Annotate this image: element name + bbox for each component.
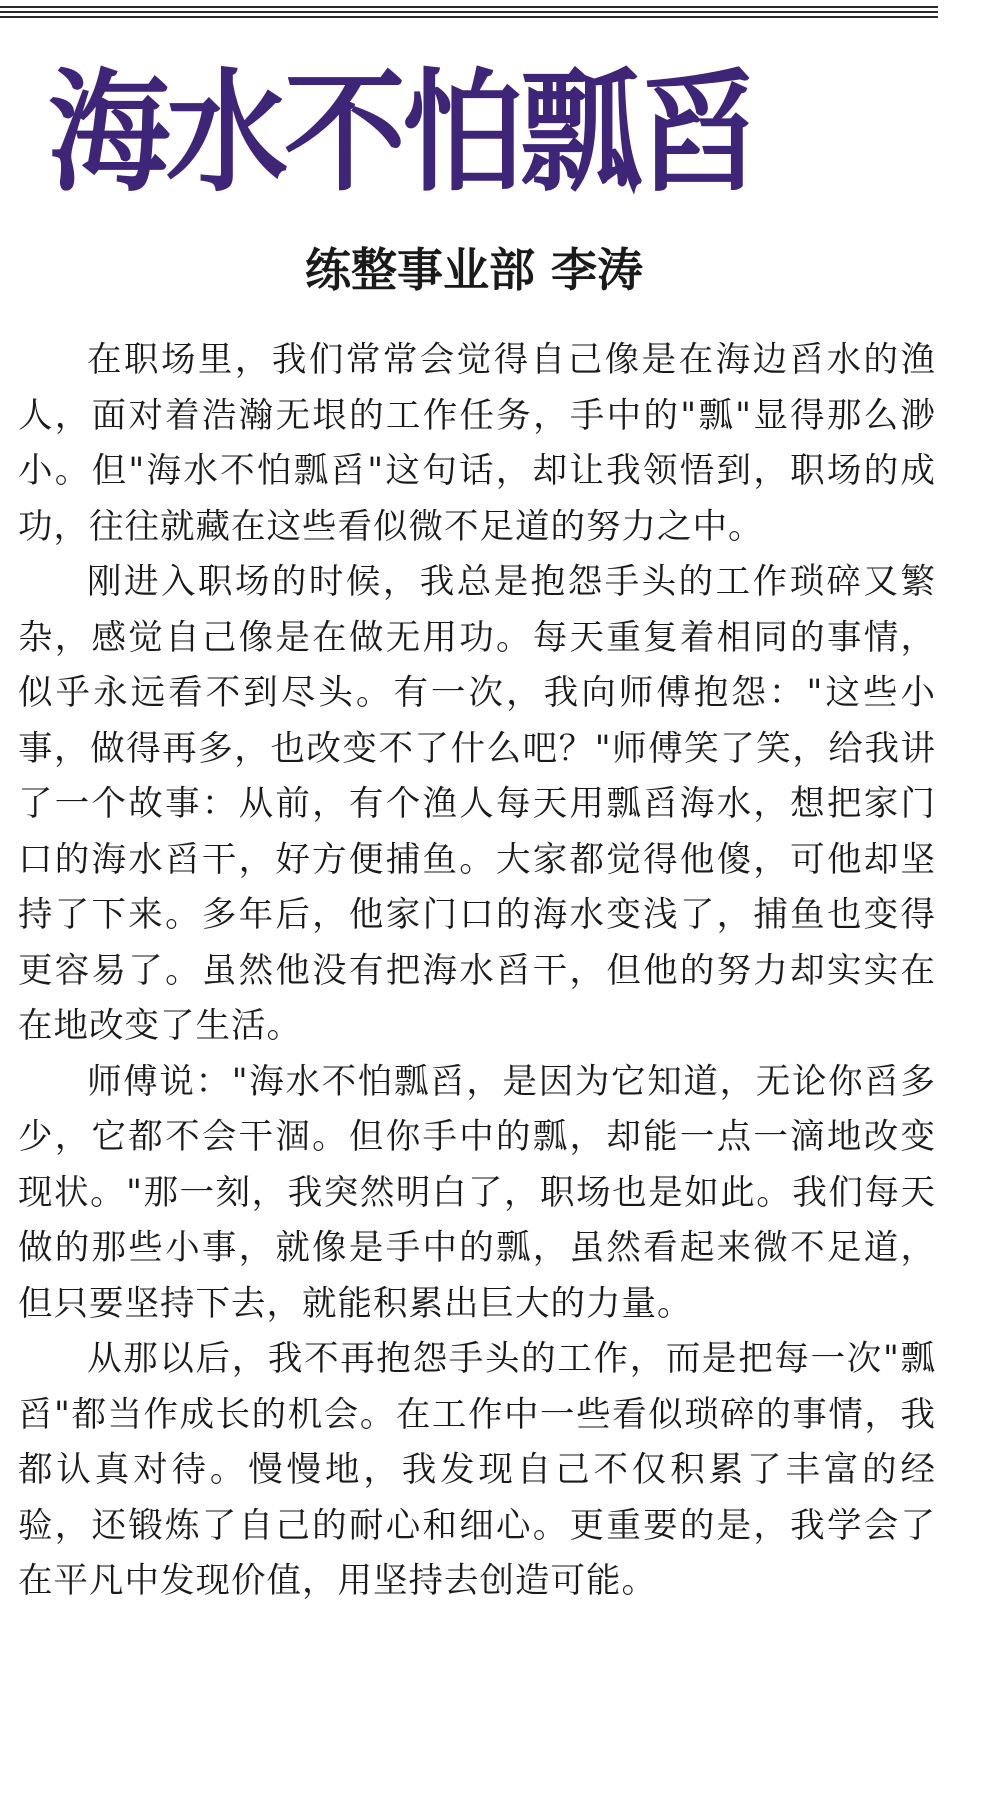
article-byline: 练整事业部 李涛: [304, 243, 643, 297]
top-border-rules: [0, 6, 938, 20]
top-rule-line: [0, 16, 938, 18]
top-rule-line: [0, 11, 938, 13]
article-title: 海水不怕瓢舀: [48, 56, 756, 210]
article-body: [18, 333, 936, 1610]
article-paragraph: 师傅说："海水不怕瓢舀，是因为它知道，无论你舀多少，它都不会干涸。但你手中的瓢，却能一点一滴地改变现状。"那一刻，我突然明白了，职场也是如此。我们每天做的那些小事，就像是手中的瓢，虽然看起来微不足道，但只要坚持下去，就能积累出巨大的力量。: [18, 1061, 936, 1324]
article-paragraph: 从那以后，我不再抱怨手头的工作，而是把每一次"瓢舀"都当作成长的机会。在工作中一些看似琐碎的事情，我都认真对待。慢慢地，我发现自己不仅积累了丰富的经验，还锻炼了自己的耐心和细心。更重要的是，我学会了在平凡中发现价值，用坚持去创造可能。: [18, 1339, 936, 1601]
article-paragraph: 刚进入职场的时候，我总是抱怨手头的工作琐碎又繁杂，感觉自己像是在做无用功。每天重复着相同的事情，似乎永远看不到尽头。有一次，我向师傅抱怨："这些小事，做得再多，也改变不了什么吧？"师傅笑了笑，给我讲了一个故事：从前，有个渔人每天用瓢舀海水，想把家门口的海水舀干，好方便捕鱼。大家都觉得他傻，可他却坚持了下来。多年后，他家门口的海水变浅了，捕鱼也变得更容易了。虽然他没有把海水舀干，但他的努力却实实在在地改变了生活。: [18, 562, 936, 1046]
top-rule-line: [0, 6, 938, 8]
article-paragraph: 在职场里，我们常常会觉得自己像是在海边舀水的渔人，面对着浩瀚无垠的工作任务，手中的"瓢"显得那么渺小。但"海水不怕瓢舀"这句话，却让我领悟到，职场的成功，往往就藏在这些看似微不足道的努力之中。: [18, 340, 936, 547]
